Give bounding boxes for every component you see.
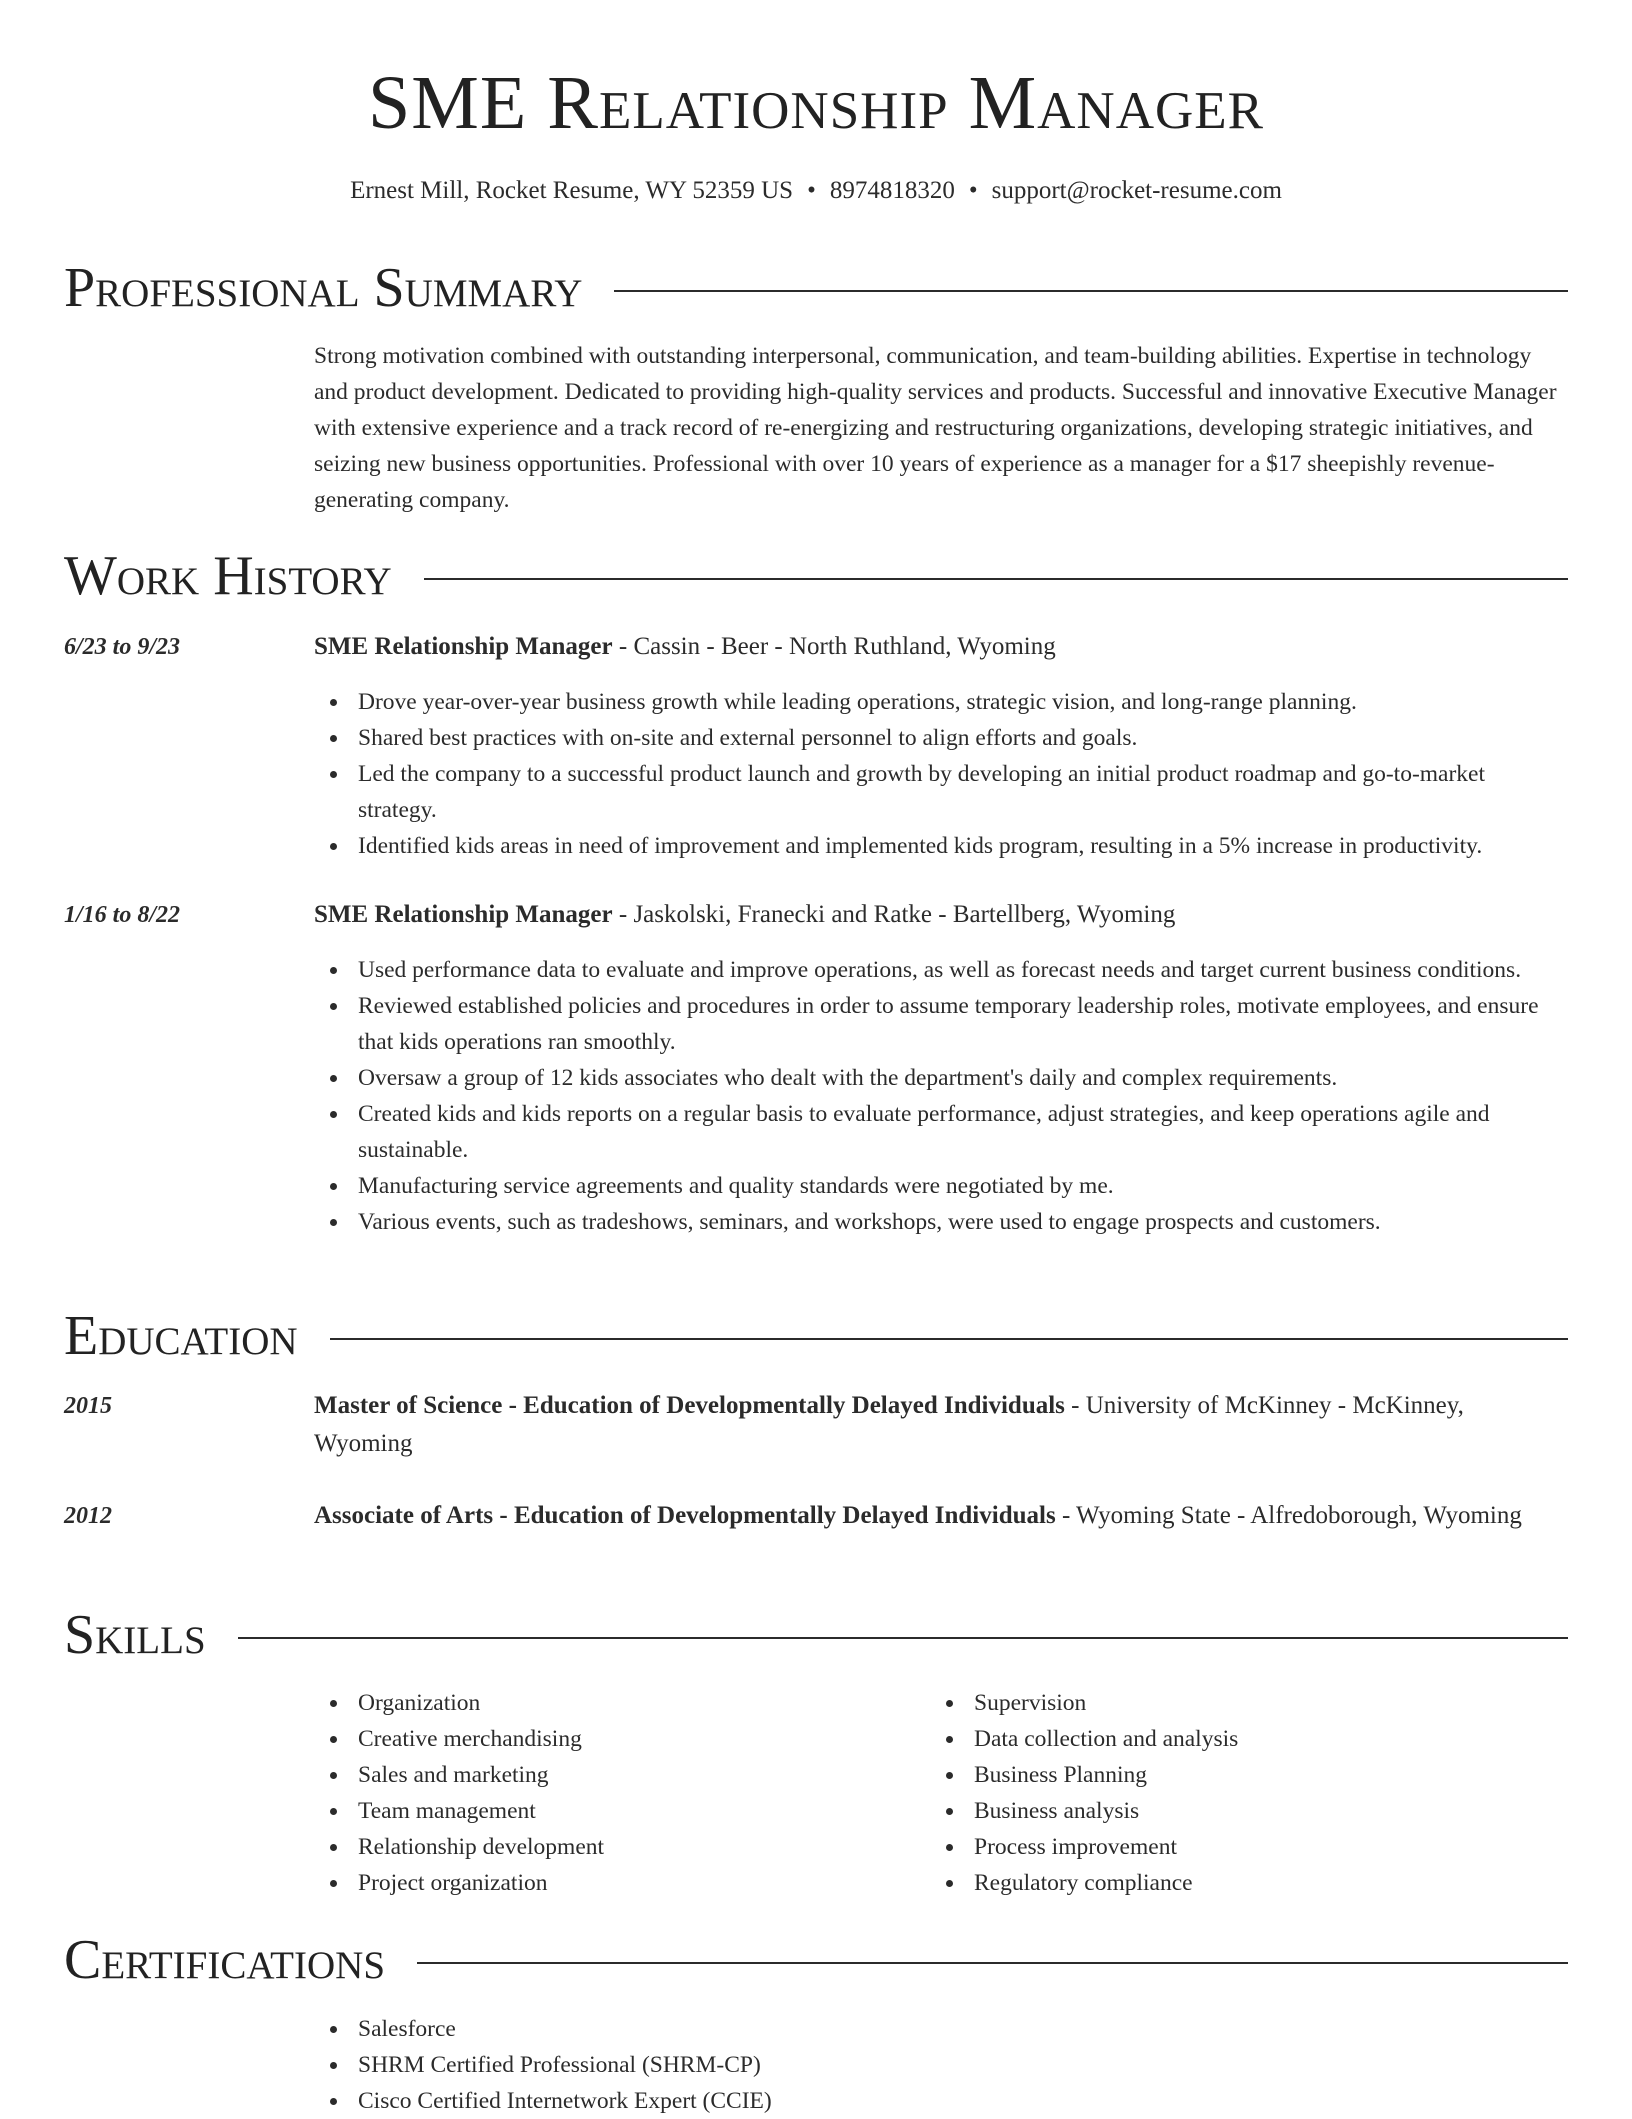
certification-item: Cisco Certified Internetwork Expert (CCIE)	[358, 2083, 772, 2119]
skill-item: Supervision	[974, 1685, 1238, 1721]
job-bullet: Manufacturing service agreements and quality standards were negotiated by me.	[358, 1168, 1568, 1204]
job-bullet: Created kids and kids reports on a regular basis to evaluate performance, adjust strategies, and keep operations agile and sustainable.	[358, 1096, 1568, 1168]
education-details: - Wyoming State - Alfredoborough, Wyoming	[1055, 1502, 1522, 1529]
job-bullets	[314, 952, 1568, 1240]
section-title-certifications: Certifications	[64, 1929, 386, 1991]
summary-text: Strong motivation combined with outstanding interpersonal, communication, and team-building abilities. Expertise in technology and product development. Dedicated to providing high-quality services and products. Successful and innovative Executive Manager with extensive experience and a track record of re-energizing and restructuring organizations, developing strategic initiatives, and seizing new business opportunities. Professional with over 10 years of experience as a manager for a $17 sheepishly revenue-generating company.	[314, 343, 1557, 513]
contact-line	[0, 174, 1632, 208]
job-details: - Jaskolski, Franecki and Ratke - Bartellberg, Wyoming	[612, 901, 1176, 928]
job-details: - Cassin - Beer - North Ruthland, Wyoming	[612, 633, 1056, 660]
job-dates: 6/23 to 9/23	[64, 634, 181, 660]
resume-title: SME Relationship Manager	[368, 61, 1264, 145]
section-title-summary: Professional Summary	[64, 257, 583, 319]
skills-list-left	[314, 1685, 604, 1901]
section-header-education	[64, 1304, 1568, 1368]
section-divider	[417, 1962, 1568, 1964]
contact-separator: •	[968, 177, 978, 204]
job-dates: 1/16 to 8/22	[64, 902, 181, 928]
certification-item: SHRM Certified Professional (SHRM-CP)	[358, 2047, 772, 2083]
skill-item: Team management	[358, 1793, 604, 1829]
certifications-list	[314, 2011, 772, 2119]
education-entry	[314, 1497, 1568, 1535]
job-bullet: Oversaw a group of 12 kids associates who dealt with the department's daily and complex requirements.	[358, 1060, 1568, 1096]
section-title-education: Education	[64, 1305, 298, 1367]
education-degree: Associate of Arts - Education of Developmentally Delayed Individuals	[314, 1502, 1056, 1529]
contact-phone: 8974818320	[829, 177, 955, 204]
skill-item: Business analysis	[974, 1793, 1238, 1829]
skill-item: Process improvement	[974, 1829, 1238, 1865]
skill-item: Sales and marketing	[358, 1757, 604, 1793]
section-divider	[424, 578, 1568, 580]
education-degree: Master of Science - Education of Developmentally Delayed Individuals	[314, 1392, 1065, 1419]
skill-item: Regulatory compliance	[974, 1865, 1238, 1901]
contact-separator: •	[807, 177, 816, 204]
job-bullet: Led the company to a successful product launch and growth by developing an initial product roadmap and go-to-market strategy.	[358, 756, 1568, 828]
section-divider	[238, 1637, 1568, 1639]
education-year: 2012	[64, 1503, 112, 1529]
job-title: SME Relationship Manager	[314, 633, 613, 660]
contact-email: support@rocket-resume.com	[991, 177, 1282, 204]
section-header-summary	[64, 256, 1568, 320]
skills-list-right	[930, 1685, 1238, 1901]
skill-item: Creative merchandising	[358, 1721, 604, 1757]
skill-item: Project organization	[358, 1865, 604, 1901]
job-bullet: Various events, such as tradeshows, seminars, and workshops, were used to engage prospects and customers.	[358, 1204, 1568, 1240]
section-header-work	[64, 544, 1568, 608]
job-bullet: Used performance data to evaluate and improve operations, as well as forecast needs and target current business conditions.	[358, 952, 1568, 988]
job-heading	[314, 629, 1568, 665]
skill-item: Data collection and analysis	[974, 1721, 1238, 1757]
contact-address: Ernest Mill, Rocket Resume, WY 52359 US	[350, 177, 794, 204]
education-details: - University of McKinney - McKinney, Wyoming	[314, 1392, 1464, 1457]
skill-item: Organization	[358, 1685, 604, 1721]
section-title-skills: Skills	[64, 1604, 206, 1666]
section-header-certifications	[64, 1928, 1568, 1992]
section-header-skills	[64, 1603, 1568, 1667]
job-bullet: Drove year-over-year business growth while leading operations, strategic vision, and long-range planning.	[358, 684, 1568, 720]
certification-item: Salesforce	[358, 2011, 772, 2047]
job-bullet: Reviewed established policies and procedures in order to assume temporary leadership roles, motivate employees, and ensure that kids operations ran smoothly.	[358, 988, 1568, 1060]
job-bullets	[314, 684, 1568, 864]
job-bullet: Identified kids areas in need of improvement and implemented kids program, resulting in a 5% increase in productivity.	[358, 828, 1568, 864]
education-entry	[314, 1387, 1568, 1463]
job-title: SME Relationship Manager	[314, 901, 613, 928]
education-year: 2015	[64, 1393, 112, 1419]
job-heading	[314, 897, 1568, 933]
skill-item: Relationship development	[358, 1829, 604, 1865]
section-title-work: Work History	[64, 545, 392, 607]
job-bullet: Shared best practices with on-site and external personnel to align efforts and goals.	[358, 720, 1568, 756]
section-divider	[330, 1338, 1568, 1340]
skill-item: Business Planning	[974, 1757, 1238, 1793]
section-divider	[614, 290, 1568, 292]
